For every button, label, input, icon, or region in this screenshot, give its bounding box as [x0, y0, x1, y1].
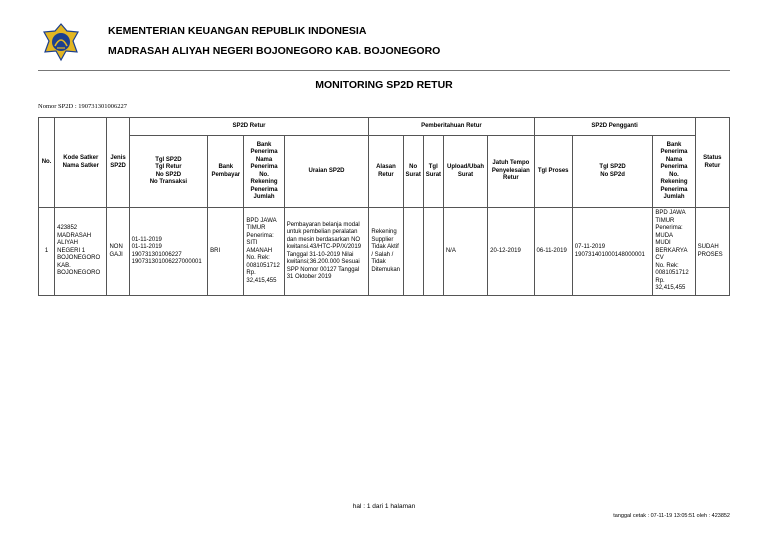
header-tgl-proses: Tgl Proses	[534, 136, 572, 208]
header-bank-penerima: Bank Penerima Nama Penerima No. Rekening Penerima Jumlah	[244, 136, 284, 208]
header-status-retur: Status Retur	[695, 118, 729, 208]
header-bank-penerima-pengganti: Bank Penerima Nama Penerima No. Rekening Penerima Jumlah	[653, 136, 695, 208]
header-bank-pembayar: Bank Pembayar	[208, 136, 244, 208]
retur-table	[38, 117, 730, 296]
cell-no: 1	[39, 208, 55, 296]
cell-status: SUDAH PROSES	[695, 208, 729, 296]
print-info: tanggal cetak : 07-11-19 13:05:51 oleh : 423852	[613, 513, 730, 519]
header-alasan: Alasan Retur	[369, 136, 403, 208]
cell-bank-penerima: BPD JAWA TIMUR Penerima: SITI AMANAH No. Rek: 0081051712 Rp. 32,415,455	[244, 208, 284, 296]
cell-jenis: NON GAJI	[107, 208, 129, 296]
ministry-emblem-icon	[40, 22, 82, 62]
cell-satker: 423852 MADRASAH ALIYAH NEGERI 1 BOJONEGORO KAB. BOJONEGORO	[55, 208, 107, 296]
unit-name: MADRASAH ALIYAH NEGERI BOJONEGORO KAB. BOJONEGORO	[108, 45, 441, 57]
header-tgl-sp2d-pengganti: Tgl SP2D No SP2d	[572, 136, 653, 208]
header-kode-satker: Kode Satker Nama Satker	[55, 118, 107, 208]
page-title: MONITORING SP2D RETUR	[315, 79, 453, 91]
cell-upload: N/A	[443, 208, 487, 296]
header-divider	[38, 70, 730, 71]
header-uraian: Uraian SP2D	[284, 136, 369, 208]
header-no-surat: No Surat	[403, 136, 423, 208]
header-tgl-sp2d: Tgl SP2D Tgl Retur No SP2D No Transaksi	[129, 136, 208, 208]
header-tgl-surat: Tgl Surat	[423, 136, 443, 208]
ministry-name: KEMENTERIAN KEUANGAN REPUBLIK INDONESIA	[108, 25, 367, 37]
header-no: No.	[39, 118, 55, 208]
cell-jatuh-tempo: 20-12-2019	[488, 208, 534, 296]
header-jenis-sp2d: Jenis SP2D	[107, 118, 129, 208]
page-indicator: hal : 1 dari 1 halaman	[352, 503, 416, 510]
header-upload-surat: Upload/Ubah Surat	[443, 136, 487, 208]
cell-pengganti-tgl: 07-11-2019 190731401000148000001	[572, 208, 653, 296]
cell-bank-pembayar: BRI	[208, 208, 244, 296]
header-jatuh-tempo: Jatuh Tempo Penyelesaian Retur	[488, 136, 534, 208]
cell-alasan: Rekening Supplier Tidak Aktif / Salah / Tidak Ditemukan	[369, 208, 403, 296]
header-group-sp2d-retur: SP2D Retur	[129, 118, 369, 136]
cell-no-surat	[403, 208, 423, 296]
cell-uraian: Pembayaran belanja modal untuk pembelian peralatan dan mesin berdasarkan NO kwitansi.43/HTC-PP/X/2019 Tanggal 31-10-2019 Nilai kwitansi;36.200.000 Sesuai SPP Nomor 00127 Tanggal 31 Oktober 2019	[284, 208, 369, 296]
header-group-pengganti: SP2D Pengganti	[534, 118, 695, 136]
cell-pengganti-bank: BPD JAWA TIMUR Penerima: MUDA MUDI BERKARYA CV No. Rek: 0081051712 Rp. 32,415,455	[653, 208, 695, 296]
cell-tgl-surat	[423, 208, 443, 296]
cell-tgl-proses: 06-11-2019	[534, 208, 572, 296]
table-row	[39, 208, 730, 296]
sp2d-number: Nomor SP2D : 190731301006227	[38, 103, 128, 110]
header-group-pemberitahuan: Pemberitahuan Retur	[369, 118, 534, 136]
cell-tgl-sp2d: 01-11-2019 01-11-2019 190731301006227 190731301006227000001	[129, 208, 208, 296]
